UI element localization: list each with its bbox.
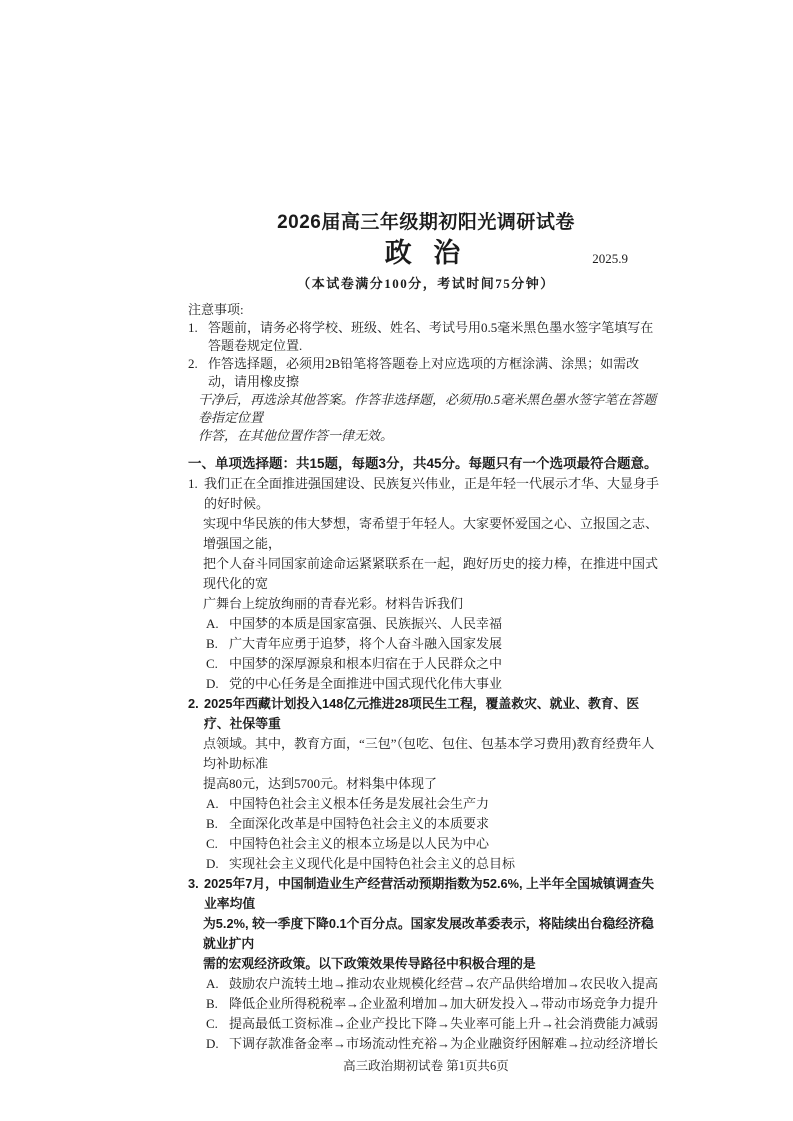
section-heading: 一、单项选择题：共15题，每题3分，共45分。每题只有一个选项最符合题意。	[188, 456, 658, 471]
notices-block	[188, 301, 664, 445]
notice-item-1	[188, 319, 664, 355]
option-label: A.	[206, 796, 219, 811]
option-label: D.	[206, 856, 219, 871]
question-stem-line	[188, 514, 664, 554]
option-d	[188, 1034, 664, 1054]
question-stem-line	[188, 954, 664, 974]
notices-heading: 注意事项:	[188, 302, 244, 317]
question-number: 2.	[188, 696, 199, 711]
question-stem-text: 我们正在全面推进强国建设、民族复兴伟业，正是年轻一代展示才华、大显身手的好时候。	[204, 476, 660, 511]
option-label: C.	[206, 836, 218, 851]
option-label: B.	[206, 816, 218, 831]
notice-2-number: 2.	[188, 356, 198, 371]
question-stem-line	[188, 594, 664, 614]
question-number: 1.	[188, 476, 198, 491]
question-2	[188, 694, 664, 874]
question-stem-line	[188, 734, 664, 774]
option-a	[188, 614, 664, 634]
page-footer: 高三政治期初试卷 第1页共6页	[343, 1059, 509, 1073]
question-stem-line	[188, 694, 664, 734]
subject-row	[188, 235, 664, 271]
option-text: 降低企业所得税税率→企业盈利增加→加大研发投入→带动市场竞争力提升	[229, 996, 659, 1011]
question-stem-line	[188, 774, 664, 794]
notice-item-2-continuation	[188, 391, 664, 427]
option-text: 中国特色社会主义的根本立场是以人民为中心	[229, 836, 490, 851]
option-label: A.	[206, 616, 219, 631]
paper-title: 2026届高三年级期初阳光调研试卷	[277, 212, 575, 233]
question-3	[188, 874, 664, 1054]
question-stem-text: 为5.2%, 较一季度下降0.1个百分点。国家发展改革委表示，将陆续出台稳经济稳就业扩内	[203, 916, 654, 951]
notice-1-number: 1.	[188, 320, 198, 335]
notice-2-text-line-3: 作答，在其他位置作答一律无效。	[198, 428, 394, 443]
notice-item-2	[188, 355, 664, 391]
page-content	[188, 211, 664, 1075]
option-text: 实现社会主义现代化是中国特色社会主义的总目标	[229, 856, 516, 871]
option-label: C.	[206, 656, 218, 671]
option-label: D.	[206, 1036, 219, 1051]
option-label: A.	[206, 976, 219, 991]
question-stem-line	[188, 874, 664, 914]
notice-1-text: 答题前，请务必将学校、班级、姓名、考试号用0.5毫米黑色墨水签字笔填写在答题卷规定位置.	[208, 320, 654, 353]
option-c	[188, 834, 664, 854]
notice-2-text-line-2: 干净后，再选涂其他答案。作答非选择题，必须用0.5毫米黑色墨水签字笔在答题卷指定位置	[198, 392, 657, 425]
question-number: 3.	[188, 876, 199, 891]
question-stem-text: 广舞台上绽放绚丽的青春光彩。材料告诉我们	[203, 596, 464, 611]
option-b	[188, 994, 664, 1014]
option-text: 鼓励农户流转土地→推动农业规模化经营→农产品供给增加→农民收入提高	[229, 976, 659, 991]
question-stem-line	[188, 554, 664, 594]
option-text: 全面深化改革是中国特色社会主义的本质要求	[229, 816, 490, 831]
question-stem-line	[188, 474, 664, 514]
question-stem-text: 2025年7月，中国制造业生产经营活动预期指数为52.6%, 上半年全国城镇调查失业率均值	[204, 876, 655, 911]
option-text: 中国梦的深厚源泉和根本归宿在于人民群众之中	[229, 656, 503, 671]
question-1	[188, 474, 664, 694]
option-text: 中国特色社会主义根本任务是发展社会生产力	[229, 796, 490, 811]
question-stem-text: 点领域。其中，教育方面，“三包”（包吃、包住、包基本学习费用)教育经费年人均补助标准	[203, 736, 655, 771]
option-d	[188, 854, 664, 874]
option-text: 提高最低工资标准→企业产投比下降→失业率可能上升→社会消费能力减弱	[229, 1016, 659, 1031]
option-b	[188, 634, 664, 654]
question-stem-text: 把个人奋斗同国家前途命运紧紧联系在一起，跑好历史的接力棒，在推进中国式现代化的宽	[203, 556, 659, 591]
question-stem-text: 2025年西藏计划投入148亿元推进28项民生工程，覆盖救灾、就业、教育、医疗、社保等重	[204, 696, 640, 731]
question-stem-text: 实现中华民族的伟大梦想，寄希望于年轻人。大家要怀爱国之心、立报国之志、增强国之能，	[203, 516, 659, 551]
option-text: 中国梦的本质是国家富强、民族振兴、人民幸福	[229, 616, 503, 631]
exam-info: （本试卷满分100分，考试时间75分钟）	[297, 276, 555, 291]
option-text: 党的中心任务是全面推进中国式现代化伟大事业	[229, 676, 503, 691]
option-label: C.	[206, 1016, 218, 1031]
option-label: D.	[206, 676, 219, 691]
option-b	[188, 814, 664, 834]
option-c	[188, 1014, 664, 1034]
notice-item-2-continuation	[188, 427, 664, 445]
option-a	[188, 794, 664, 814]
option-text: 广大青年应勇于追梦，将个人奋斗融入国家发展	[229, 636, 503, 651]
option-label: B.	[206, 636, 218, 651]
option-a	[188, 974, 664, 994]
option-label: B.	[206, 996, 218, 1011]
subject-heading: 政 治	[384, 238, 468, 268]
notice-2-text-line-1: 作答选择题，必须用2B铅笔将答题卷上对应选项的方框涂满、涂黑；如需改动，请用橡皮擦	[208, 356, 640, 389]
option-d	[188, 674, 664, 694]
question-stem-text: 需的宏观经济政策。以下政策效果传导路径中积极合理的是	[203, 956, 536, 971]
option-text: 下调存款准备金率→市场流动性充裕→为企业融资纾困解难→拉动经济增长	[229, 1036, 659, 1051]
option-c	[188, 654, 664, 674]
exam-date: 2025.9	[592, 251, 628, 266]
question-stem-line	[188, 914, 664, 954]
question-stem-text: 提高80元，达到5700元。材料集中体现了	[203, 776, 438, 791]
